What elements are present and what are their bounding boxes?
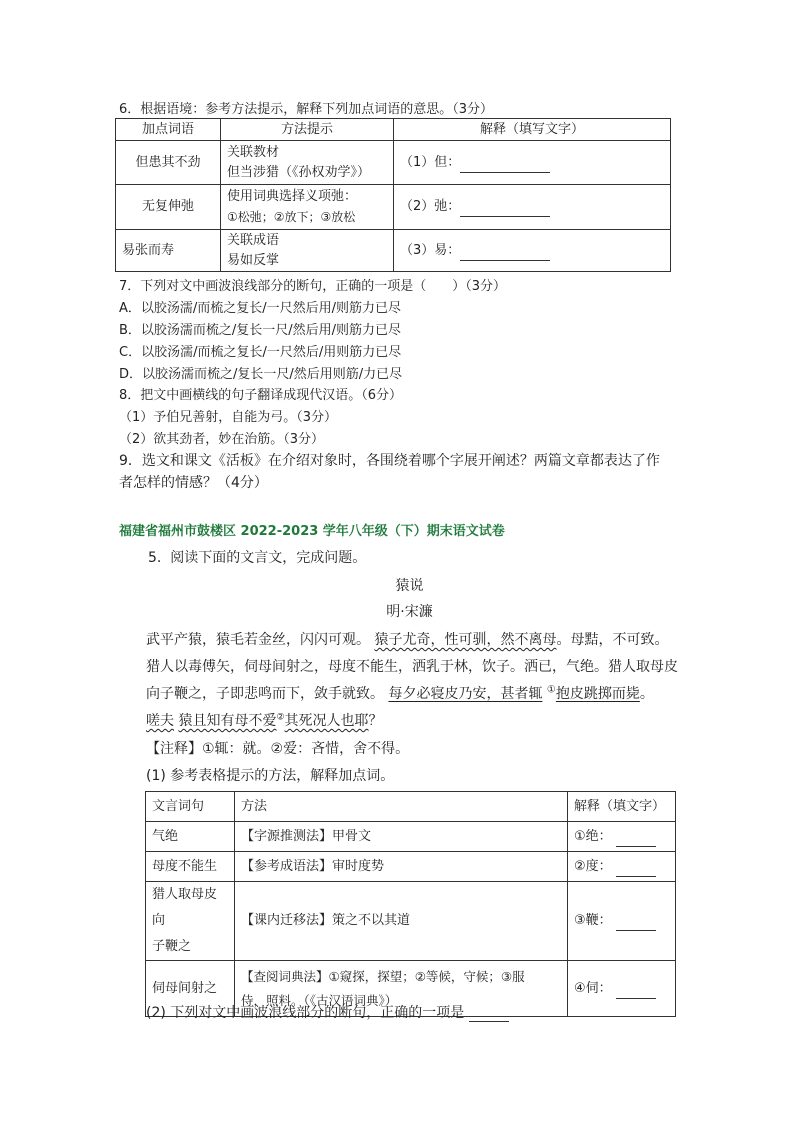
q7-option-a[interactable]: A．以胶汤濡/而梳之复长/一尺然后用/则筋力已尽 — [119, 301, 402, 316]
passage-author: 明·宋濂 — [386, 604, 433, 620]
q8-item-1: （1）予伯兄善射，自能为弓。（3分） — [119, 410, 338, 425]
q6-row1-hint: 关联教材 但当涉猎（《孙权劝学》） — [221, 141, 394, 185]
q5-header-word: 文言词句 — [146, 792, 235, 822]
q6-row2-word: 无复伸弛 — [116, 185, 221, 230]
q7-option-b[interactable]: B．以胶汤濡而梳之/复长一尺/然后用/则筋力已尽 — [119, 323, 402, 338]
q5-row1-method: 【字源推测法】甲骨文 — [235, 822, 568, 852]
passage-line-3: 向子鞭之，子即悲鸣而下，敛手就致。 每夕必寝皮乃安，甚者辄 ①抱皮跳掷而毙。 — [146, 684, 654, 702]
q5-row3-word: 猎人取母皮向 子鞭之 — [146, 882, 235, 961]
q6-row3-word: 易张而寿 — [116, 230, 221, 272]
q8-title: 8．把文中画横线的句子翻译成现代汉语。（6分） — [119, 388, 403, 403]
q5-row3-method: 【课内迁移法】策之不以其道 — [235, 882, 568, 961]
q6-row1-word: 但患其不劲 — [116, 141, 221, 185]
sub-question-1: (1) 参考表格提示的方法，解释加点词。 — [146, 768, 395, 784]
sub-question-2[interactable]: (2) 下列对文中画波浪线部分的断句，正确的一项是 — [146, 1002, 509, 1022]
q5-row2-method: 【参考成语法】审时度势 — [235, 852, 568, 882]
q5-table — [145, 791, 676, 1017]
q5-row4-method: 【查阅词典法】①窥探，探望；②等候，守候；③服 侍，照料。（《古汉语词典》） — [235, 961, 568, 1017]
passage-title: 猿说 — [395, 578, 424, 594]
q5-row4-word: 伺母间射之 — [146, 961, 235, 1017]
section-heading: 福建省福州市鼓楼区 2022-2023 学年八年级（下）期末语文试卷 — [119, 524, 505, 539]
passage-line-2: 猎人以毒傅矢，伺母间射之，母度不能生，洒乳于林，饮子。洒已，气绝。猎人取母皮 — [146, 659, 678, 675]
q5-row2-answer[interactable]: ②度： — [568, 852, 676, 882]
q5-row2-word: 母度不能生 — [146, 852, 235, 882]
q8-item-2: （2）欲其劲者，妙在治筋。（3分） — [119, 432, 325, 447]
q9-line1: 9．选文和课文《活板》在介绍对象时，各围绕着哪个字展开阐述？两篇文章都表达了作 — [119, 453, 660, 469]
q6-row3-answer[interactable]: （3）易： — [394, 230, 671, 272]
passage-line-4: 嗟夫 猿且知有母不爱②其死况人也耶？ — [146, 712, 383, 729]
q6-header-hint: 方法提示 — [221, 119, 394, 141]
q6-row3-hint: 关联成语 易如反掌 — [221, 230, 394, 272]
passage-note: 【注释】①辄：就。②爱：吝惜，舍不得。 — [146, 741, 410, 757]
q5-header-answer: 解释（填文字） — [568, 792, 676, 822]
q7-option-d[interactable]: D．以胶汤濡而梳之/复长一尺/然后用则筋/力已尽 — [119, 367, 403, 382]
q6-table — [115, 118, 671, 272]
q9-line2: 者怎样的情感？（4分） — [119, 475, 268, 491]
q6-header-word: 加点词语 — [116, 119, 221, 141]
q6-row2-hint: 使用词典选择义项弛： ①松弛；②放下；③放松 — [221, 185, 394, 230]
q6-title: 6．根据语境：参考方法提示，解释下列加点词语的意思。（3分） — [119, 102, 494, 117]
q7-option-c[interactable]: C．以胶汤濡/而梳之复长/一尺然后/用则筋力已尽 — [119, 345, 402, 360]
q6-header-answer: 解释（填写文字） — [394, 119, 671, 141]
q6-row1-answer[interactable]: （1）但： — [394, 141, 671, 185]
q5-row3-answer[interactable]: ③鞭： — [568, 882, 676, 961]
q5-intro: 5. 阅读下面的文言文，完成问题。 — [148, 550, 367, 566]
passage-line-1: 武平产猿，猿毛若金丝，闪闪可观。 猿子尤奇，性可驯，然不离母。母黠，不可致。 — [146, 632, 669, 648]
q5-row1-answer[interactable]: ①绝： — [568, 822, 676, 852]
q5-row4-answer[interactable]: ④伺： — [568, 961, 676, 1017]
q5-header-method: 方法 — [235, 792, 568, 822]
q5-row1-word: 气绝 — [146, 822, 235, 852]
q6-row2-answer[interactable]: （2）弛： — [394, 185, 671, 230]
q7-title: 7．下列对文中画波浪线部分的断句，正确的一项是（ ）（3分） — [119, 279, 507, 294]
